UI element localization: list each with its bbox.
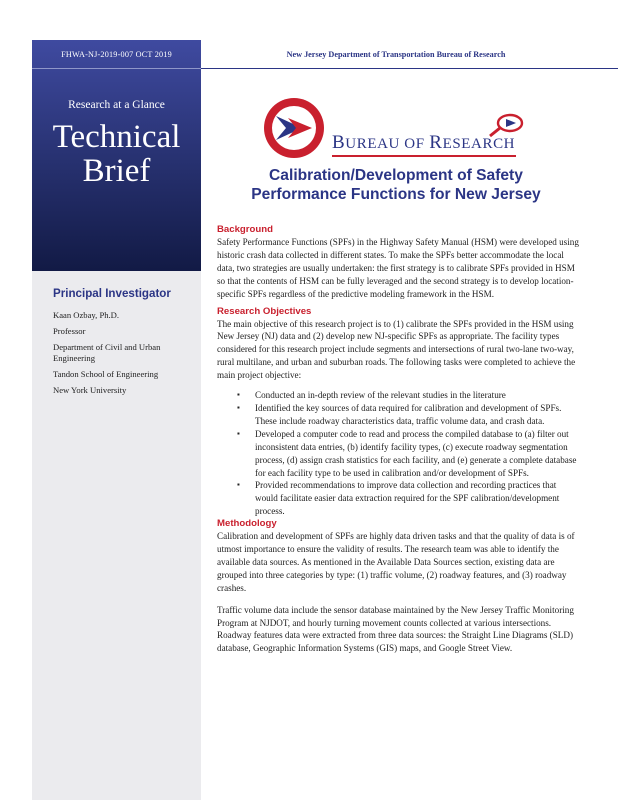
methodology-paragraph-1: Calibration and development of SPFs are highly data driven tasks and that the quality of data is of utmost importance to ensure the validity of results. The research team was able to identify the available data sources. As mentioned in the Available Data Sources section, existing data are grouped into three categories by type: (1) traffic volume, (2) roadway features, and (3) roadway crashes. (217, 531, 575, 593)
principal-investigator-heading: Principal Investigator (53, 287, 171, 300)
research-at-a-glance: Research at a Glance (68, 99, 165, 111)
methodology-paragraph-2: Traffic volume data include the sensor database maintained by the New Jersey Traffic Monitoring Program at NJDOT, and hourly turning movement counts collected at various intersections. Roadway features data were extracted from three data sources: the Straight Line Diagrams (SLD) database, Geographic Information Systems (GIS) maps, and Google Street View. (217, 604, 574, 654)
department-header: New Jersey Department of Transportation Bureau of Research (286, 50, 506, 59)
logo-letter-r: R (429, 132, 443, 153)
technical-brief-title (32, 120, 201, 188)
background-paragraph: Safety Performance Functions (SPFs) in the Highway Safety Manual (HSM) were developed using historic crash data collected in different states. To make the SPFs better accommodate the local data, two strategies are usually undertaken: the first strategy is to calibrate SPFs provided in HSM so that the contents of HSM can be fully leveraged and the second strategy is to develop location-specific SPFs regardless of the predictive modeling framework in the HSM. (217, 237, 579, 299)
list-item: ▪ Provided recommendations to improve data collection and recording practices that would facilitate easier data extraction required for the SPF calibration/development process. (217, 479, 579, 518)
list-item: ▪ Developed a computer code to read and process the compiled database to (a) filter out inconsistent data entries, (b) identify facility types, (c) execute roadway segmentation process, (d) assign crash statistics for each facility, and (e) generate a complete database for each facility type to be used in calibration and/or development of SPFs. (217, 428, 579, 480)
header-divider (201, 68, 618, 69)
pi-position: Professor (53, 325, 86, 336)
document-title (231, 166, 561, 204)
research-objectives-heading: Research Objectives (217, 305, 312, 317)
logo-word-research: ESEARCH (442, 136, 516, 152)
methodology-heading: Methodology (217, 518, 277, 530)
logo-word-bureau-of: UREAU OF (345, 136, 425, 152)
technical-brief-line1: Technical (52, 119, 181, 155)
logo-letter-b: B (332, 132, 346, 153)
magnifier-icon (486, 112, 526, 138)
pi-school: Tandon School of Engineering (53, 368, 159, 379)
logo-underline (332, 155, 516, 157)
research-objectives-paragraph: The main objective of this research project is to (1) calibrate the SPFs provided in the HSM using New Jersey (NJ) data and (2) develop new NJ-specific SPFs as appropriate. The facility types considered for this research project include segments and intersections of rural two-lane two-way, rural multilane, and urban and suburban roads. The following tasks were completed to achieve the main project objective: (217, 318, 576, 381)
background-heading: Background (217, 224, 273, 235)
sidebar-banner (32, 40, 201, 271)
technical-brief-line2: Brief (82, 153, 151, 189)
report-id-divider (32, 68, 201, 69)
pi-university: New York University (53, 384, 127, 395)
main-content (217, 224, 579, 655)
sidebar (32, 40, 201, 800)
objectives-task-list (217, 389, 579, 518)
document-title-line1: Calibration/Development of Safety (269, 167, 523, 184)
pi-department: Department of Civil and Urban Engineering (53, 341, 161, 363)
pi-name: Kaan Ozbay, Ph.D. (53, 310, 120, 320)
principal-investigator-list (53, 310, 198, 401)
njdot-seal-icon (262, 96, 326, 160)
document-title-line2: Performance Functions for New Jersey (251, 186, 541, 203)
list-item: ▪ Identified the key sources of data required for calibration and development of SPFs. These include roadway characteristics data, traffic volume data, and crash data. (217, 402, 579, 428)
list-item: ▪ Conducted an in-depth review of the relevant studies in the literature (217, 389, 579, 402)
report-id: FHWA-NJ-2019-007 OCT 2019 (61, 50, 172, 59)
